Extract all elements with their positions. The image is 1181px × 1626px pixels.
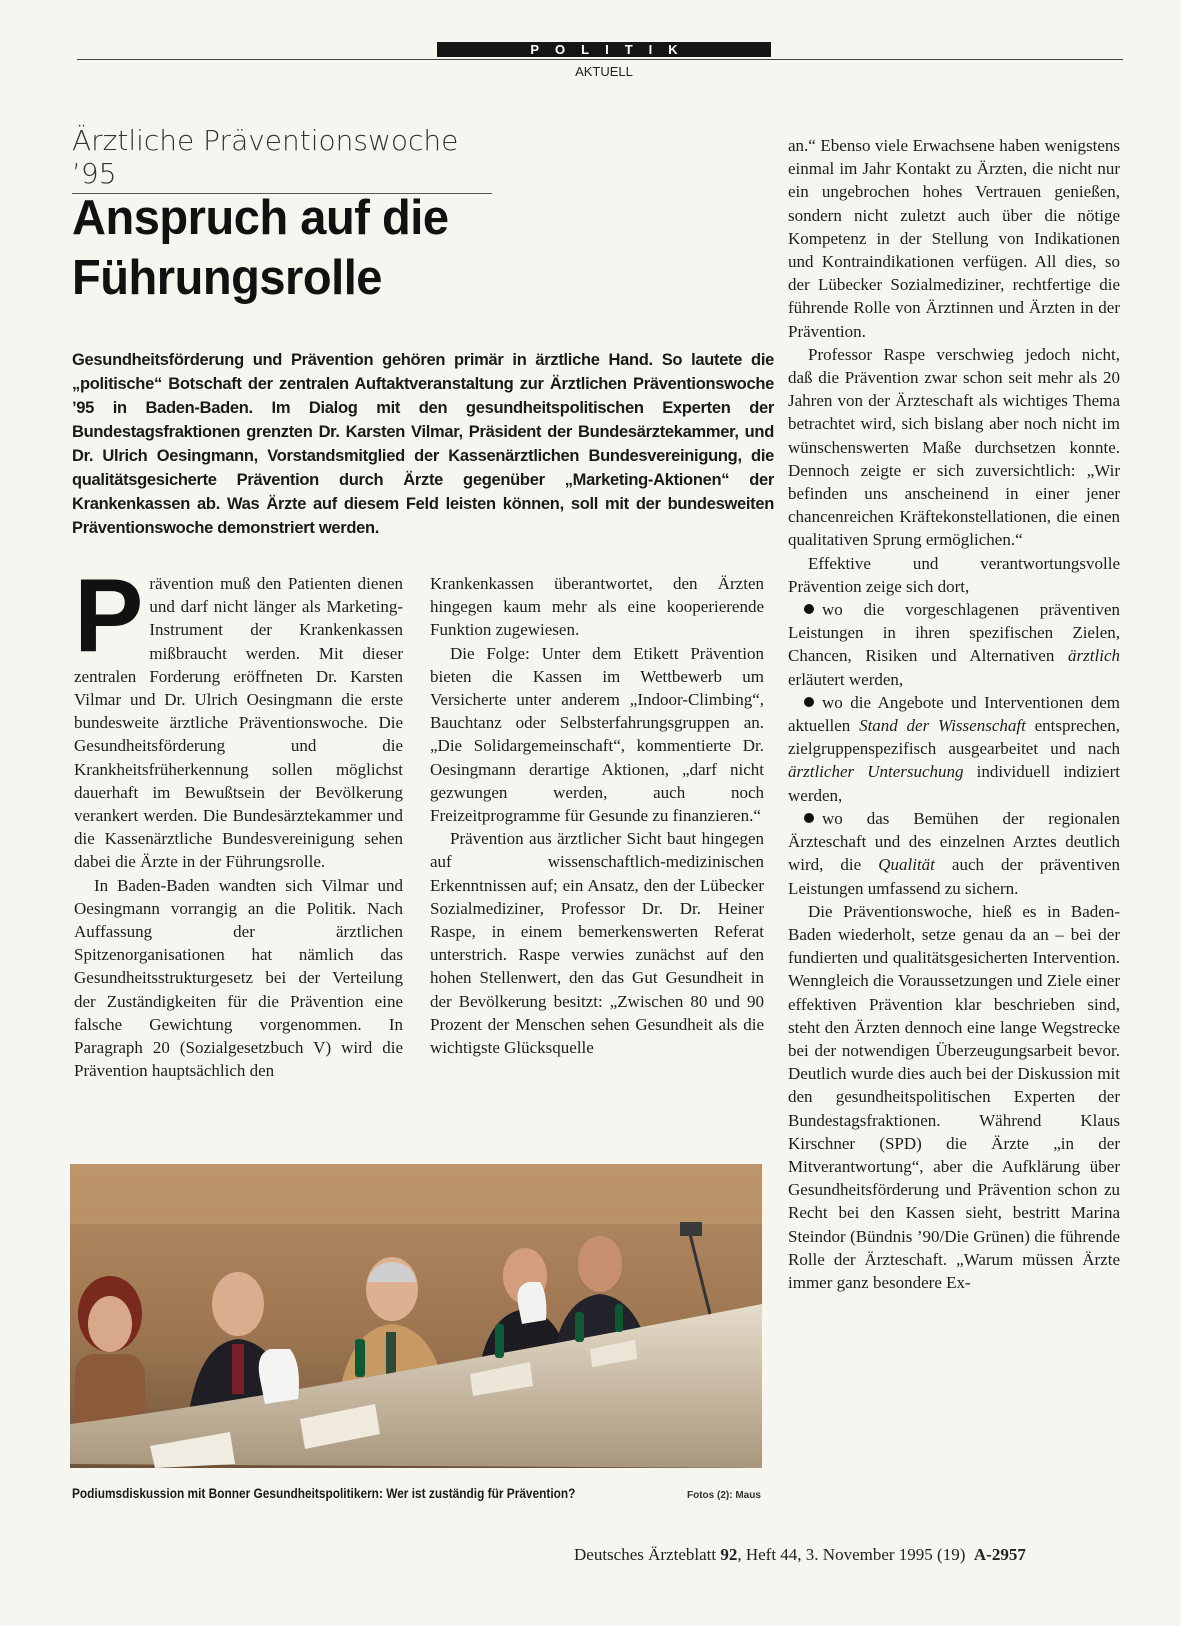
paragraph: In Baden-Baden wandten sich Vilmar und Oesingmann vorrangig an die Politik. Nach Auffassung der ärztlichen Spitzenorganisationen hat nämlich das Gesundheitsstrukturgesetz bei der Verteilung der Zuständigkeiten für die Prävention eine falsche Gewichtung vorgenommen. In Paragraph 20 (Sozialgesetzbuch V) wird die Prävention hauptsächlich den — [74, 875, 403, 1081]
bullet-item: wo das Bemühen der regionalen Ärzteschaft und des einzelnen Arztes deutlich wird, die Qualität auch der präventiven Leistungen umfassend zu sichern. — [788, 808, 1120, 898]
header-rule — [77, 59, 1123, 60]
page-number: A-2957 — [973, 1545, 1026, 1564]
paragraph: Die Folge: Unter dem Etikett Prävention bieten die Kassen im Wettbewerb um Versicherte unter anderem „Indoor-Climbing“, Bauchtanz oder Selbsterfahrungsgruppen an. „Die Solidargemeinschaft“, kommentierte Dr. Oesingmann derartige Aktionen, „darf nicht gezwungen werden, auch noch Freizeitprogramme für Gesunde zu finanzieren.“ — [430, 643, 764, 826]
text-column-2 — [430, 572, 764, 1059]
paragraph: Prävention aus ärztlicher Sicht baut hingegen auf wissenschaftlich-medizinischen Erkenntnissen auf; ein Ansatz, den der Lübecker Sozialmediziner, Professor Dr. Dr. Heiner Raspe, in einem bemerkenswerten Referat unterstrich. Raspe verwies zunächst auf den hohen Stellenwert, den das Gut Gesundheit in der Bevölkerung besitzt: „Zwischen 80 und 90 Prozent der Menschen sehen Gesundheit als die wichtigste Glücksquelle — [430, 829, 764, 1058]
article-kicker: Ärztliche Präventionswoche ’95 — [72, 124, 492, 194]
page-footer — [574, 1545, 1026, 1565]
article-lead: Gesundheitsförderung und Prävention gehören primär in ärztliche Hand. So lautete die „politische“ Botschaft der zentralen Auftaktveranstaltung zur Ärztlichen Präventionswoche ’95 in Baden-Baden. Im Dialog mit den gesundheitspolitischen Experten der Bundestagsfraktionen grenzten Dr. Karsten Vilmar, Präsident der Bundesärztekammer, und Dr. Ulrich Oesingmann, Vorstandsmitglied der Kassenärztlichen Bundesvereinigung, die qualitätsgesicherte Prävention durch Ärzte gegenüber „Marketing-Aktionen“ der Krankenkassen ab. Was Ärzte auf diesem Feld leisten können, soll mit der bundesweiten Präventionswoche demonstriert werden. — [72, 351, 774, 537]
bullet-icon — [804, 813, 814, 823]
section-label: POLITIK — [437, 42, 771, 57]
journal-name: Deutsches Ärzteblatt — [574, 1545, 717, 1564]
paragraph: Professor Raspe verschwieg jedoch nicht, daß die Prävention zwar schon seit mehr als 20 Jahren von der Ärzteschaft als wichtiges Thema betrachtet wird, sich bislang aber noch nicht im wünschenswerten Maße durchsetzen konnte. Dennoch zeigte er sich zuversichtlich: „Wir befinden uns anscheinend in einer jener chancenreichen Kräftekonstellationen, die einen qualitativen Sprung ermöglichen.“ — [788, 344, 1120, 550]
paragraph — [74, 558, 403, 874]
panel-discussion-photo — [70, 1164, 762, 1468]
headline-line-2: Führungsrolle — [72, 251, 382, 305]
bullet-item: wo die vorgeschlagenen präventiven Leistungen in ihren spezifischen Zielen, Chancen, Risiken und Alternativen ärztlich erläutert werden, — [788, 600, 1120, 689]
paragraph: an.“ Ebenso viele Erwachsene haben wenigstens einmal im Jahr Kontakt zu Ärzten, die nicht nur ein ungebrochen hohes Vertrauen genießen, sondern nicht zuletzt auch über die nötige Kompetenz in der Stellung von Indikationen und Kontraindikationen verfügen. All dies, so der Lübecker Sozialmediziner, rechtfertige die führende Rolle von Ärztinnen und Ärzten in der Prävention. — [788, 136, 1120, 341]
headline-line-1: Anspruch auf die — [72, 191, 449, 245]
drop-cap: P — [74, 558, 144, 674]
subsection-label: AKTUELL — [575, 64, 633, 79]
paragraph: Krankenkassen überantwortet, den Ärzten hingegen kaum mehr als eine kooperierende Funktion zugewiesen. — [430, 574, 764, 640]
bullet-icon — [804, 604, 814, 614]
paragraph: Effektive und verantwortungsvolle Prävention zeige sich dort, — [788, 553, 1120, 596]
article-headline — [72, 188, 449, 308]
article-photo — [70, 1164, 762, 1468]
volume-number: 92 — [720, 1545, 738, 1564]
photo-caption: Podiumsdiskussion mit Bonner Gesundheitspolitikern: Wer ist zuständig für Prävention? — [72, 1486, 576, 1501]
issue-date: , Heft 44, 3. November 1995 (19) — [737, 1545, 966, 1564]
text-column-1 — [74, 558, 403, 1082]
photo-credit: Fotos (2): Maus — [687, 1490, 761, 1501]
text-column-3 — [788, 134, 1120, 1294]
bullet-item: wo die Angebote und Interventionen dem aktuellen Stand der Wissenschaft entsprechen, zielgruppenspezifisch ausgearbeitet und nach ärztlicher Untersuchung individuell indiziert werden, — [788, 692, 1121, 805]
paragraph: Die Präventionswoche, hieß es in Baden-Baden wiederholt, setze genau da an – bei der fundierten und qualitätsgesicherten Intervention. Wenngleich die Voraussetzungen und Ziele einer effektiven Prävention klar beschrieben sind, steht den Ärzten dennoch eine lange Wegstrecke bei der notwendigen Überzeugungsarbeit bevor. Deutlich wurde dies auch bei der Diskussion mit den gesundheitspolitischen Experten der Bundestagsfraktionen. Während Klaus Kirschner (SPD) die Ärzte „in der Mitverantwortung“, aber die Aufklärung über Gesundheitsförderung und Prävention schon zu Recht bei den Kassen sieht, bestritt Marina Steindor (Bündnis ’90/Die Grünen) die führende Rolle der Ärzteschaft. „Warum müssen Ärzte immer ganz besondere Ex- — [788, 901, 1120, 1292]
bullet-icon — [804, 697, 814, 707]
paragraph-text: rävention muß den Patienten dienen und darf nicht länger als Marketing-Instrument der Krankenkassen mißbraucht werden. Mit dieser zentralen Forderung eröffneten Dr. Karsten Vilmar und Dr. Ulrich Oesingmann die erste bundesweite ärztliche Präventionswoche. Die Gesundheitsförderung und die Krankheitsfrüherkennung sollen möglichst dauerhaft im Bewußtsein der Bevölkerung verankert werden. Die Bundesärztekammer und die Kassenärztliche Bundesvereinigung sehen dabei die Ärzte in der Führungsrolle. — [74, 574, 403, 872]
